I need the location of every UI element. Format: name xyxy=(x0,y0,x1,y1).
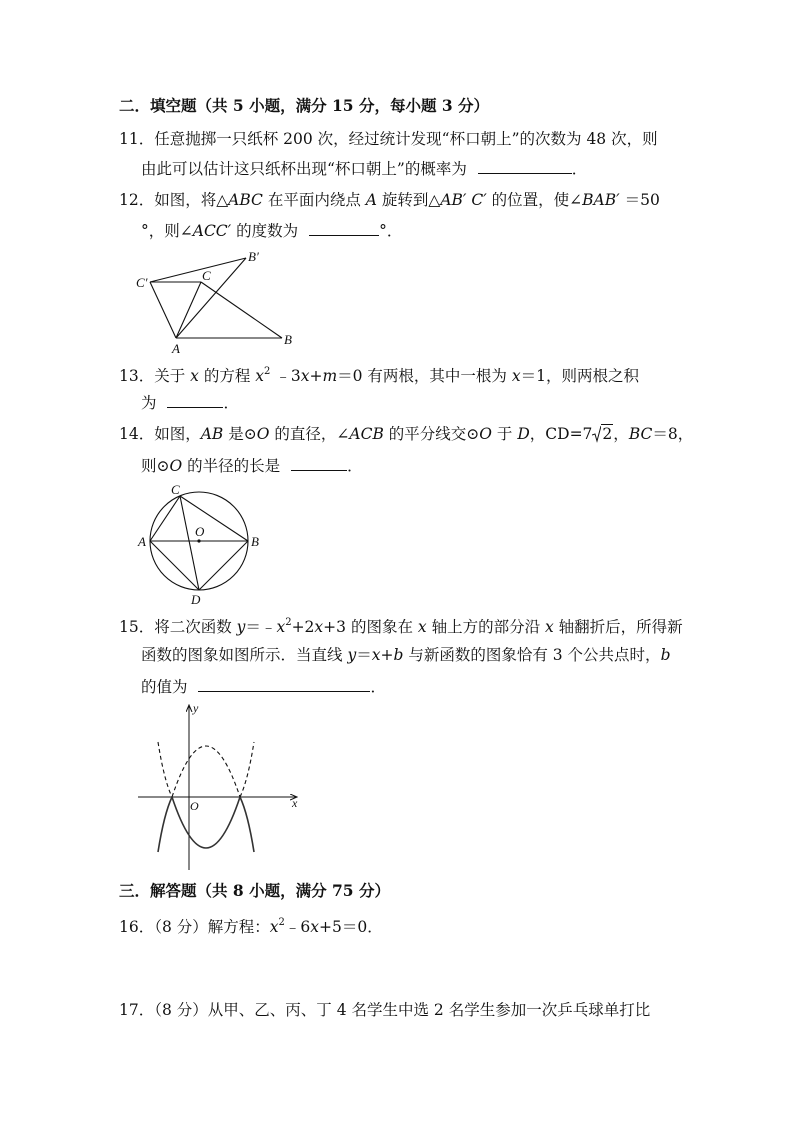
q16-text-a: 16．（8 分）解方程： xyxy=(119,918,270,936)
q12-line2 xyxy=(141,221,402,241)
q13-eq-plus: + xyxy=(309,367,323,385)
q12-tri-abc-prime: AB′ C′ xyxy=(440,191,487,209)
q13-eq-rest: ﹣3 xyxy=(270,367,301,385)
q15-x2: x xyxy=(314,618,324,636)
q14-label-c: C xyxy=(171,482,180,497)
q13-answer-blank xyxy=(167,393,223,408)
q13-var-x: x xyxy=(190,367,199,385)
q12-text-g: 的位置，使∠ xyxy=(486,191,583,209)
q13-root-tail: ＝1，则两根之积 xyxy=(520,367,639,385)
q15-text-b: 轴上方的部分沿 xyxy=(426,618,545,636)
q14-ab: AB xyxy=(200,425,224,443)
q15-text-2b: 与新函数的图象恰有 3 个公共点时， xyxy=(403,646,661,664)
q14-figure xyxy=(134,482,264,608)
q14-acb: ACB xyxy=(349,425,384,443)
q15-dashed-left xyxy=(158,742,172,797)
q12-end: °． xyxy=(379,222,403,240)
q12-seg-cp-bp xyxy=(150,258,246,282)
q15-solid-left xyxy=(158,797,172,852)
q14-end: ． xyxy=(347,457,363,475)
q12-answer-blank xyxy=(309,221,379,236)
q11-text: 由此可以估计这只纸杯出现“杯口朝上”的概率为 xyxy=(141,160,467,178)
q16-pow: 2 xyxy=(278,917,285,928)
q14-bc: BC xyxy=(628,425,653,443)
q16-x2: x xyxy=(310,918,320,936)
q14-text-b: 是⊙ xyxy=(223,425,257,443)
section-heading-fill-in: 二．填空题（共 5 小题，满分 15 分，每小题 3 分） xyxy=(119,96,490,115)
q12-label-bp: B′ xyxy=(248,249,259,264)
q15-line2-eq: ＝ xyxy=(356,646,372,664)
q12-label-c: C xyxy=(202,268,211,283)
q16-tail: +5＝0． xyxy=(319,918,383,936)
q13-eq-x: x xyxy=(255,367,265,385)
q14-label-o: O xyxy=(195,524,205,539)
q15-end: ． xyxy=(370,678,386,696)
q14-d: D xyxy=(517,425,530,443)
q11-line2 xyxy=(141,159,587,179)
q15-line3 xyxy=(141,677,386,697)
q15-eq-b: +2 xyxy=(291,618,315,636)
q12-text-2a: °，则∠ xyxy=(141,222,193,240)
q13-eq-m: m xyxy=(322,367,338,385)
q15-y2: y xyxy=(347,646,357,664)
q15-x4: x xyxy=(545,618,554,636)
q12-text-2c: 的度数为 xyxy=(231,222,299,240)
q12-line1 xyxy=(119,190,660,210)
q15-dashed-right xyxy=(240,742,254,797)
q15-x5: x xyxy=(371,646,381,664)
q13-eq-pow: 2 xyxy=(264,366,271,377)
q15-b: b xyxy=(393,646,404,664)
q11-answer-blank xyxy=(478,159,572,174)
q16-line xyxy=(119,913,383,937)
q13-eq-x2: x xyxy=(300,367,310,385)
q12-label-b: B xyxy=(284,332,292,347)
q14-o2: O xyxy=(479,425,492,443)
q17-line: 17．（8 分）从甲、乙、丙、丁 4 名学生中选 2 名学生参加一次乒乓球单打比 xyxy=(119,1001,651,1019)
q12-text-c: 在平面内绕点 xyxy=(262,191,366,209)
q12-seg-a-bp xyxy=(176,258,246,338)
q13-root-x: x xyxy=(511,367,521,385)
q15-solid-right xyxy=(240,797,254,852)
q15-x: x xyxy=(276,618,286,636)
q12-seg-a-c xyxy=(176,282,201,338)
q14-seg-cd xyxy=(180,496,199,590)
q12-text-a: 12．如图，将△ xyxy=(119,191,229,209)
q15-label-o: O xyxy=(190,799,199,813)
q16-rest: ﹣6 xyxy=(284,918,311,936)
q15-line1 xyxy=(119,613,683,637)
q14-label-a: A xyxy=(138,534,146,549)
q15-line2-plus: + xyxy=(380,646,394,664)
q11-line1: 11．任意抛掷一只纸杯 200 次，经过统计发现“杯口朝上”的次数为 48 次，则 xyxy=(119,130,658,148)
q14-seg-cb xyxy=(180,496,248,541)
q12-text-i: ＝50 xyxy=(619,191,660,209)
q15-label-y: y xyxy=(193,701,199,715)
q14-label-b: B xyxy=(251,534,259,549)
q15-text-2a: 函数的图象如图所示．当直线 xyxy=(141,646,348,664)
q15-text-3: 的值为 xyxy=(141,678,188,696)
q14-text-a: 14．如图， xyxy=(119,425,201,443)
q13-eq-tail: ＝0 有两根，其中一根为 xyxy=(337,367,512,385)
q14-o: O xyxy=(256,425,270,443)
q12-seg-c-b xyxy=(201,282,282,338)
q14-label-d: D xyxy=(191,592,201,607)
q12-seg-cp-a xyxy=(150,282,176,338)
q14-line1 xyxy=(119,424,693,444)
q14-sqrt-num: 2 xyxy=(602,425,613,443)
q11-end: ． xyxy=(571,160,588,178)
q15-figure xyxy=(134,700,304,875)
q15-label-x: x xyxy=(292,796,298,810)
q14-seg-ac xyxy=(150,496,180,541)
q14-seg-db xyxy=(199,541,248,590)
q12-text-e: 旋转到△ xyxy=(376,191,441,209)
q12-angle-acc: ACC′ xyxy=(192,222,232,240)
q15-text-c: 轴翻折后，所得新 xyxy=(553,618,683,636)
q14-o3: O xyxy=(169,457,183,475)
q15-y: y xyxy=(236,618,246,636)
q14-line2 xyxy=(141,456,363,476)
q14-text-e: 于 xyxy=(491,425,518,443)
q12-point-a: A xyxy=(365,191,377,209)
q13-line1 xyxy=(119,362,639,386)
q13-end: ． xyxy=(223,394,239,412)
q14-text-d: 的平分线交⊙ xyxy=(383,425,480,443)
q14-text-g: ， xyxy=(613,425,629,443)
q14-text-2b: 的半径的长是 xyxy=(182,457,281,475)
q14-text-2a: 则⊙ xyxy=(141,457,170,475)
q15-pow: 2 xyxy=(285,617,292,628)
q15-text-a: 15．将二次函数 xyxy=(119,618,237,636)
q15-solid-middle xyxy=(172,797,240,848)
q13-text-a: 13．关于 xyxy=(119,367,191,385)
q12-figure xyxy=(130,246,300,356)
q14-center-dot xyxy=(197,539,200,542)
q12-label-cp: C′ xyxy=(136,275,148,290)
q13-text-2: 为 xyxy=(141,394,157,412)
q14-text-h: ＝8， xyxy=(652,425,694,443)
q14-answer-blank xyxy=(291,456,347,471)
section-heading-answer: 三．解答题（共 8 小题，满分 75 分） xyxy=(119,881,390,900)
sqrt-sign xyxy=(592,424,613,444)
q15-eq: ＝﹣ xyxy=(245,618,277,636)
q14-text-c: 的直径，∠ xyxy=(269,425,350,443)
q14-text-f: ，CD=7 xyxy=(529,425,593,443)
q12-angle-bab: BAB′ xyxy=(582,191,620,209)
q13-text-b: 的方程 xyxy=(198,367,256,385)
q13-line2 xyxy=(141,393,239,413)
q15-dashed-middle xyxy=(172,746,240,797)
q15-line2 xyxy=(141,645,671,665)
q12-tri-abc: ABC xyxy=(228,191,263,209)
q15-answer-blank xyxy=(198,677,370,692)
q14-seg-ad xyxy=(150,541,199,590)
q15-x3: x xyxy=(417,618,427,636)
q16-x: x xyxy=(269,918,279,936)
q15-eq-c: +3 的图象在 xyxy=(323,618,418,636)
q15-b2: b xyxy=(660,646,671,664)
q12-label-a: A xyxy=(172,341,180,356)
